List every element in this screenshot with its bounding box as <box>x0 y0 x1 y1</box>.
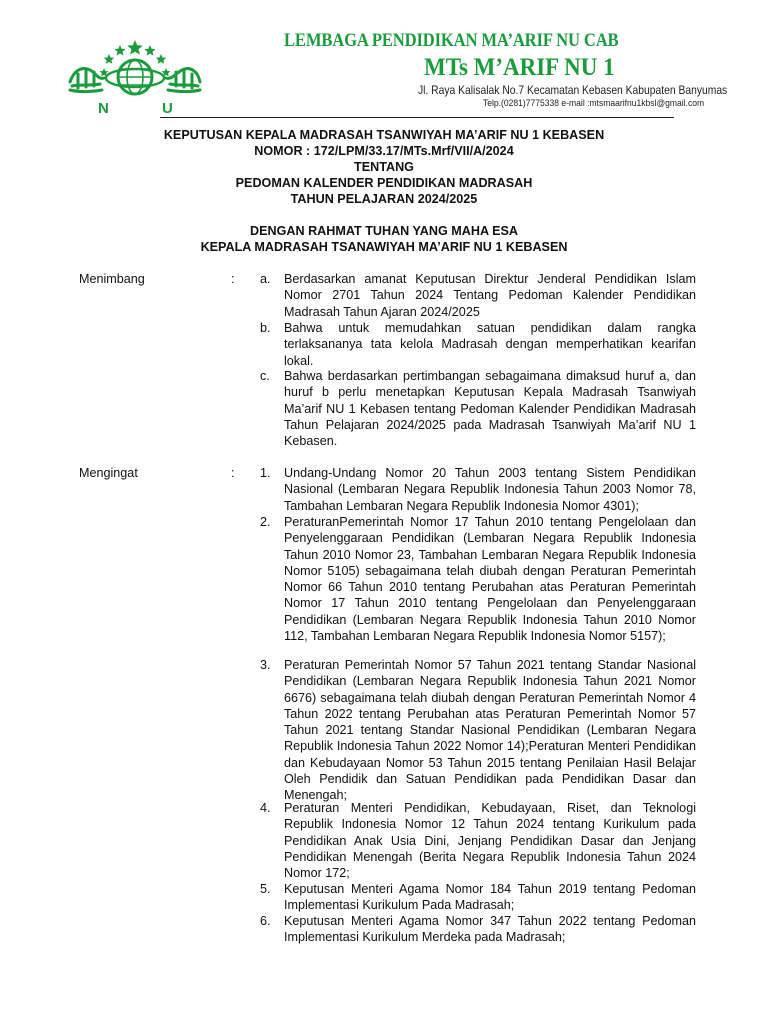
list-item-text: Peraturan Menteri Pendidikan, Kebudayaan, Riset, dan Teknologi Republik Indonesia Nomor 12 Tahun 2024 tentang Kurikulum pada Pendidikan Anak Usia Dini, Jenjang Pendidikan Dasar dan Jenjang Pendidikan Menengah (Berita Negara Republik Indonesia Tahun 2024 Nomor 172; <box>284 801 696 881</box>
decree-title-line: TENTANG <box>354 160 414 174</box>
decree-title <box>0 127 768 207</box>
list-marker: 1. <box>260 466 271 480</box>
list-item-text: Undang-Undang Nomor 20 Tahun 2003 tentang Sistem Pendidikan Nasional (Lembaran Negara Republik Indonesia Tahun 2003 Nomor 78, Tambahan Lembaran Negara Republik Indonesia Nomor 4301); <box>284 466 696 513</box>
list-marker: b. <box>260 321 271 335</box>
school-name: MTs M’ARIF NU 1 <box>424 54 615 81</box>
organization-name: LEMBAGA PENDIDIKAN MA’ARIF NU CAB <box>284 31 619 51</box>
section-colon: : <box>231 272 235 286</box>
list-item-text: Keputusan Menteri Agama Nomor 184 Tahun 2019 tentang Pedoman Implementasi Kurikulum Pada Madrasah; <box>284 882 696 913</box>
list-marker: 3. <box>260 658 271 672</box>
list-marker: 6. <box>260 914 271 928</box>
section-label: Mengingat <box>79 466 138 480</box>
list-item-text: Bahwa untuk memudahkan satuan pendidikan dalam rangka terlaksananya tata kelola Madrasah dengan memperhatikan kearifan lokal. <box>284 321 696 368</box>
school-contact: Telp.(0281)7775338 e-mail :mtsmaarifnu1kbsl@gmail.com <box>483 98 705 109</box>
list-item-text: Bahwa berdasarkan pertimbangan sebagaimana dimaksud huruf a, dan huruf b perlu menetapkan Keputusan Kepala Madrasah Tsanwiyah Ma’arif NU 1 Kebasen tentang Pedoman Kalender Pendidikan Madrasah Tahun Pelajaran 2024/2025 pada Madrasah Tsanwiyah Ma’arif NU 1 Kebasen. <box>284 369 696 449</box>
nu-emblem-icon <box>68 40 202 116</box>
logo-letter-u: U <box>162 100 173 116</box>
decree-number: NOMOR : 172/LPM/33.17/MTs.Mrf/VII/A/2024 <box>254 144 514 158</box>
list-marker: 4. <box>260 801 271 815</box>
list-item-text: Peraturan Pemerintah Nomor 57 Tahun 2021 tentang Standar Nasional Pendidikan (Lembaran Negara Republik Indonesia Tahun 2021 Nomor 6676) sebagaimana telah diubah dengan Peraturan Pemerintah Nomor 4 Tahun 2022 tentang Perubahan atas Peraturan Pemerintah Nomor 57 Tahun 2021 tentang Standar Nasional Pendidikan (Lembaran Negara Republik Indonesia Tahun 2022 Nomor 14);Peraturan Menteri Pendidikan dan Kebudayaan Nomor 53 Tahun 2015 tentang Penilaian Hasil Belajar Oleh Pendidik dan Satuan Pendidikan pada Pendidikan Dasar dan Menengah; <box>284 658 696 803</box>
list-item-text: Berdasarkan amanat Keputusan Direktur Jenderal Pendidikan Islam Nomor 2701 Tahun 2024 Tentang Pedoman Kalender Pendidikan Madrasah Tahun Ajaran 2024/2025 <box>284 272 696 319</box>
list-item-text: Keputusan Menteri Agama Nomor 347 Tahun 2022 tentang Pedoman Implementasi Kurikulum Merdeka pada Madrasah; <box>284 914 696 945</box>
decree-title-line: TAHUN PELAJARAN 2024/2025 <box>290 192 478 206</box>
nu-logo <box>68 40 202 116</box>
list-marker: 2. <box>260 515 271 529</box>
section-label: Menimbang <box>79 272 145 286</box>
list-marker: 5. <box>260 882 271 896</box>
preamble <box>0 223 768 255</box>
school-address: Jl. Raya Kalisalak No.7 Kecamatan Kebasen Kabupaten Banyumas <box>418 83 728 97</box>
decree-title-line: KEPUTUSAN KEPALA MADRASAH TSANWIYAH MA’ARIF NU 1 KEBASEN <box>163 128 605 142</box>
list-item-text: PeraturanPemerintah Nomor 17 Tahun 2010 tentang Pengelolaan dan Penyelenggaraan Pendidikan (Lembaran Negara Republik Indonesia Tahun 2010 Nomor 23, Tambahan Lembaran Negara Republik Indonesia Nomor 5105) sebagaimana telah diubah dengan Peraturan Pemerintah Nomor 66 Tahun 2010 tentang Perubahan atas Peraturan Pemerintah Nomor 17 Tahun 2010 tentang Pengelolaan dan Penyelenggaraan Pendidikan (Lembaran Negara Republik Indonesia Tahun 2010 Nomor 112, Tambahan Lembaran Negara Republik Indonesia Nomor 5157); <box>284 515 696 644</box>
preamble-line: KEPALA MADRASAH TSANAWIYAH MA’ARIF NU 1 KEBASEN <box>200 240 568 254</box>
logo-letter-n: N <box>98 100 109 116</box>
preamble-line: DENGAN RAHMAT TUHAN YANG MAHA ESA <box>250 224 518 238</box>
list-marker: c. <box>260 369 270 383</box>
decree-title-line: PEDOMAN KALENDER PENDIDIKAN MADRASAH <box>235 176 533 190</box>
letterhead-divider <box>160 117 674 118</box>
list-marker: a. <box>260 272 271 286</box>
section-colon: : <box>231 466 235 480</box>
